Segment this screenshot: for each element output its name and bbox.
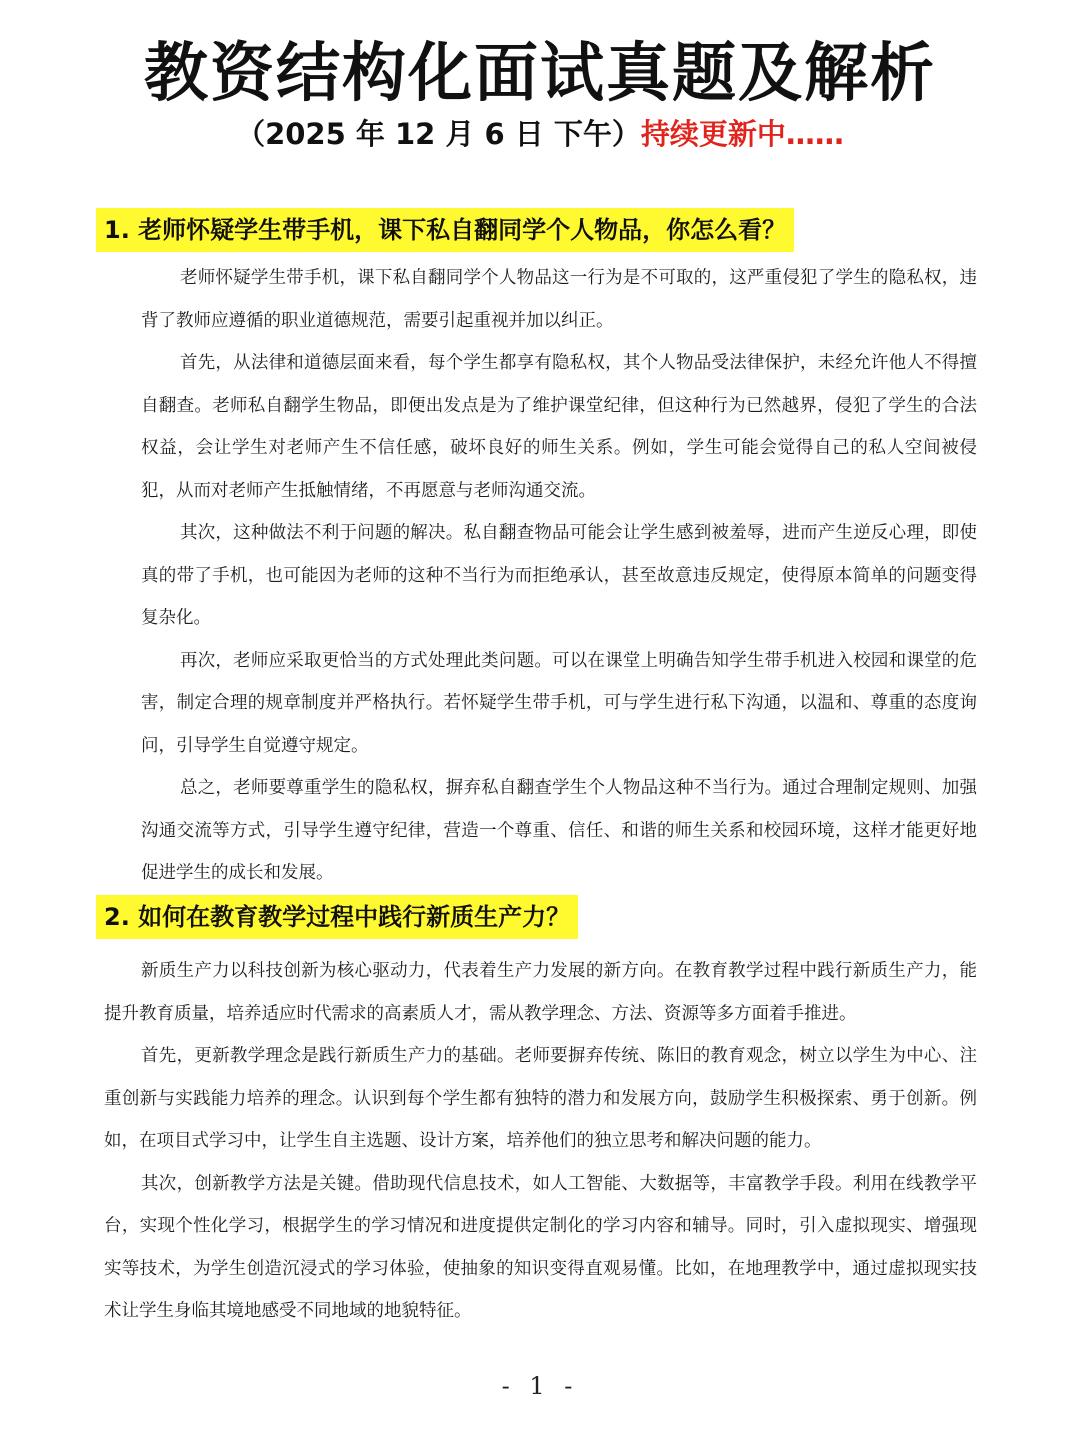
exam-date: （2025 年 12 月 6 日 下午） [236, 117, 641, 151]
answer-paragraph: 其次，创新教学方法是关键。借助现代信息技术，如人工智能、大数据等，丰富教学手段。利用在线教学平台，实现个性化学习，根据学生的学习情况和进度提供定制化的学习内容和辅导。同时，引入虚拟现实、增强现实等技术，为学生创造沉浸式的学习体验，使抽象的知识变得直观易懂。比如，在地理教学中，通过虚拟现实技术让学生身临其境地感受不同地域的地貌特征。 [104, 1173, 977, 1321]
question-1-answer [141, 257, 977, 895]
answer-paragraph: 老师怀疑学生带手机，课下私自翻同学个人物品这一行为是不可取的，这严重侵犯了学生的隐私权，违背了教师应遵循的职业道德规范，需要引起重视并加以纠正。 [141, 268, 977, 331]
answer-paragraph: 总之，老师要尊重学生的隐私权，摒弃私自翻查学生个人物品这种不当行为。通过合理制定规则、加强沟通交流等方式，引导学生遵守纪律，营造一个尊重、信任、和谐的师生关系和校园环境，这样才能更好地促进学生的成长和发展。 [141, 778, 977, 883]
answer-paragraph: 再次，老师应采取更恰当的方式处理此类问题。可以在课堂上明确告知学生带手机进入校园和课堂的危害，制定合理的规章制度并严格执行。若怀疑学生带手机，可与学生进行私下沟通，以温和、尊重的态度询问，引导学生自觉遵守规定。 [141, 650, 977, 756]
answer-paragraph: 首先，从法律和道德层面来看，每个学生都享有隐私权，其个人物品受法律保护，未经允许他人不得擅自翻查。老师私自翻学生物品，即便出发点是为了维护课堂纪律，但这种行为已然越界，侵犯了学生的合法权益，会让学生对老师产生不信任感，破坏良好的师生关系。例如，学生可能会觉得自己的私人空间被侵犯，从而对老师产生抵触情绪，不再愿意与老师沟通交流。 [141, 353, 977, 501]
question-2-heading: 2. 如何在教育教学过程中践行新质生产力？ [96, 895, 578, 939]
document-subtitle [0, 112, 1080, 153]
answer-paragraph: 其次，这种做法不利于问题的解决。私自翻查物品可能会让学生感到被羞辱，进而产生逆反心理，即使真的带了手机，也可能因为老师的这种不当行为而拒绝承认，甚至故意违反规定，使得原本简单的问题变得复杂化。 [141, 523, 977, 628]
question-2-answer [104, 950, 977, 1333]
answer-paragraph: 新质生产力以科技创新为核心驱动力，代表着生产力发展的新方向。在教育教学过程中践行新质生产力，能提升教育质量，培养适应时代需求的高素质人才，需从教学理念、方法、资源等多方面着手推进。 [104, 961, 977, 1024]
update-note: 持续更新中…… [640, 117, 844, 151]
page-number: - 1 - [501, 1372, 579, 1400]
document-title: 教资结构化面试真题及解析 [144, 37, 936, 111]
question-1-heading: 1. 老师怀疑学生带手机，课下私自翻同学个人物品，你怎么看？ [96, 208, 794, 252]
answer-paragraph: 首先，更新教学理念是践行新质生产力的基础。老师要摒弃传统、陈旧的教育观念，树立以学生为中心、注重创新与实践能力培养的理念。认识到每个学生都有独特的潜力和发展方向，鼓励学生积极探索、勇于创新。例如，在项目式学习中，让学生自主选题、设计方案，培养他们的独立思考和解决问题的能力。 [104, 1046, 977, 1151]
